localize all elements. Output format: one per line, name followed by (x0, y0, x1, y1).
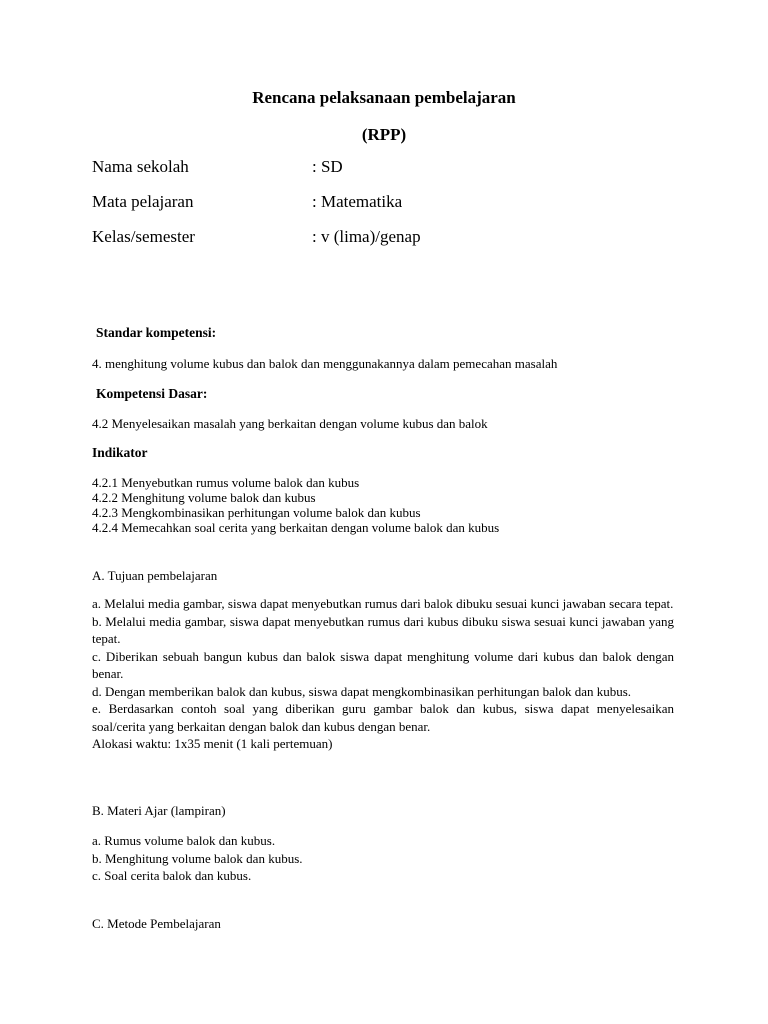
identity-label-school: Nama sekolah (92, 157, 189, 176)
identity-value-school: : SD (312, 157, 343, 176)
indikator-item: 4.2.3 Mengkombinasikan perhitungan volume balok dan kubus (92, 505, 421, 520)
kompetensi-dasar-text: 4.2 Menyelesaikan masalah yang berkaitan dengan volume kubus dan balok (92, 416, 488, 431)
indikator-item: 4.2.4 Memecahkan soal cerita yang berkaitan dengan volume balok dan kubus (92, 520, 500, 535)
tujuan-item: c. Diberikan sebuah bangun kubus dan balok siswa dapat menghitung volume dari kubus dan balok dengan benar. (92, 648, 674, 681)
tujuan-list (92, 595, 674, 753)
materi-item: a. Rumus volume balok dan kubus. (92, 833, 276, 848)
indikator-item: 4.2.2 Menghitung volume balok dan kubus (92, 490, 316, 505)
kompetensi-dasar-heading: Kompetensi Dasar: (96, 386, 208, 401)
identity-value-class: : v (lima)/genap (312, 227, 421, 246)
alokasi-waktu: Alokasi waktu: 1x35 menit (1 kali pertemuan) (92, 736, 333, 751)
metode-heading: C. Metode Pembelajaran (92, 916, 221, 931)
tujuan-item: b. Melalui media gambar, siswa dapat menyebutkan rumus dari kubus dibuku siswa sesuai kunci jawaban yang tepat. (92, 613, 674, 646)
tujuan-item: a. Melalui media gambar, siswa dapat menyebutkan rumus dari balok dibuku sesuai kunci jawaban secara tepat. (92, 596, 674, 611)
identity-label-class: Kelas/semester (92, 227, 195, 246)
tujuan-heading: A. Tujuan pembelajaran (92, 568, 218, 583)
document-subtitle: (RPP) (361, 125, 407, 144)
tujuan-item: e. Berdasarkan contoh soal yang diberikan guru gambar balok dan kubus, siswa dapat menyelesaikan soal/cerita yang berkaitan dengan balok dan kubus dengan benar. (92, 701, 674, 734)
document-title: Rencana pelaksanaan pembelajaran (252, 88, 516, 107)
materi-item: b. Menghitung volume balok dan kubus. (92, 850, 303, 866)
materi-item: c. Soal cerita balok dan kubus. (92, 868, 252, 883)
standar-kompetensi-heading: Standar kompetensi: (96, 325, 217, 340)
indikator-list (92, 475, 499, 535)
standar-kompetensi-text: 4. menghitung volume kubus dan balok dan menggunakannya dalam pemecahan masalah (92, 356, 558, 371)
tujuan-item: d. Dengan memberikan balok dan kubus, siswa dapat mengkombinasikan perhitungan balok dan kubus. (92, 683, 632, 699)
identity-value-subject: : Matematika (312, 192, 403, 211)
indikator-item: 4.2.1 Menyebutkan rumus volume balok dan kubus (92, 475, 360, 490)
identity-label-subject: Mata pelajaran (92, 192, 194, 211)
materi-heading: B. Materi Ajar (lampiran) (92, 803, 226, 818)
indikator-heading: Indikator (92, 445, 148, 460)
materi-list (92, 832, 303, 885)
